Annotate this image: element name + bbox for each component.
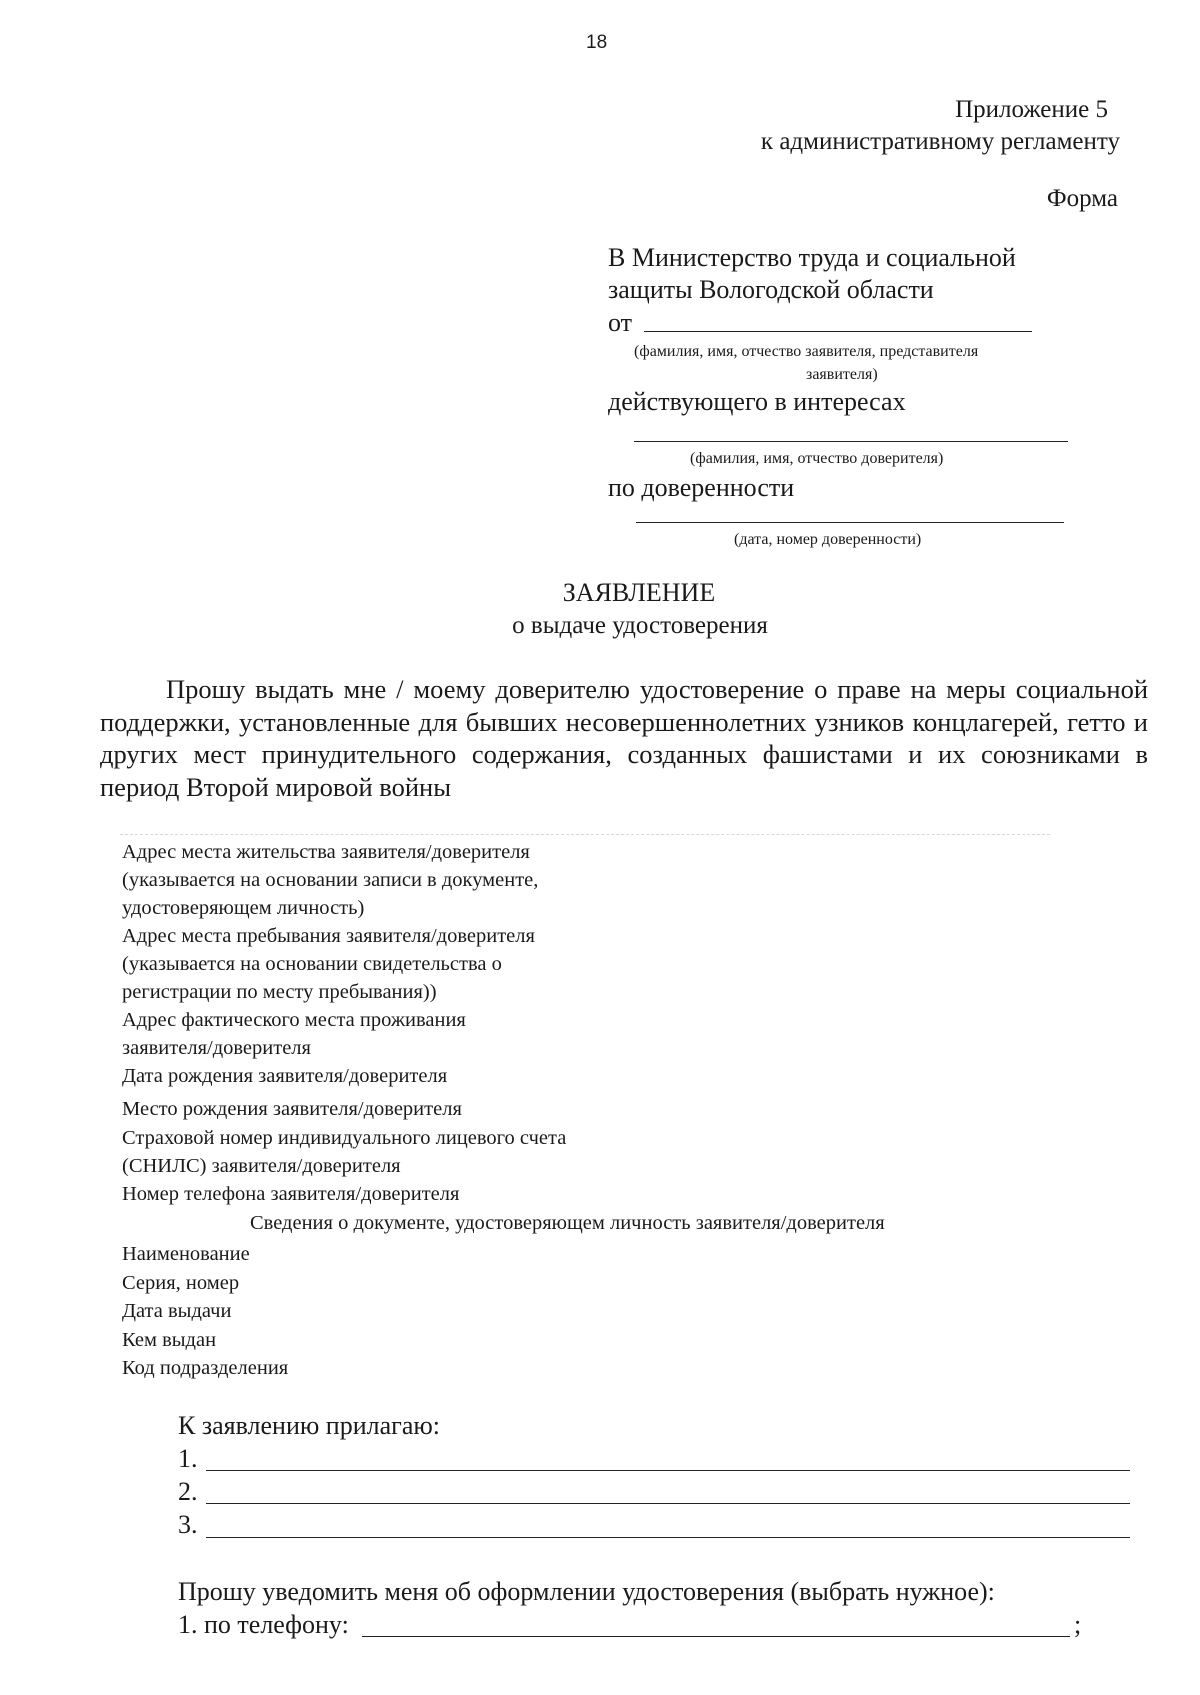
attachment-2-number: 2. <box>178 1477 198 1506</box>
attachment-3-line[interactable] <box>206 1537 1130 1538</box>
principal-hint: (фамилия, имя, отчество доверителя) <box>690 450 944 467</box>
notify-by-phone-label: 1. по телефону: <box>178 1610 349 1639</box>
attachment-1-line[interactable] <box>206 1470 1130 1471</box>
acting-label: действующего в интересах <box>608 387 906 416</box>
proxy-hint: (дата, номер доверенности) <box>734 531 922 548</box>
page-number: 18 <box>586 32 608 53</box>
attachment-3-number: 3. <box>178 1510 198 1539</box>
principal-name-line <box>634 441 1068 442</box>
regulation-reference: к административному регламенту <box>760 128 1120 155</box>
applicant-hint: (фамилия, имя, отчество заявителя, представителя <box>634 343 979 360</box>
document-title: ЗАЯВЛЕНИЕ <box>562 578 716 607</box>
applicant-hint-cont: заявителя) <box>806 366 878 383</box>
doc-name-label: Наименование <box>122 1243 250 1265</box>
issued-by-label: Кем выдан <box>122 1329 217 1351</box>
from-label: от <box>608 308 633 337</box>
addressee-line2: защиты Вологодской области <box>608 275 934 304</box>
phone-label: Номер телефона заявителя/доверителя <box>122 1183 460 1205</box>
addressee-line1: В Министерство труда и социальной <box>608 243 1016 272</box>
issue-date-label: Дата выдачи <box>122 1300 232 1322</box>
series-number-label: Серия, номер <box>122 1272 240 1294</box>
appendix-number: Приложение 5 <box>955 96 1108 123</box>
residence-address-label: Адрес места жительства заявителя/доверителя (указывается на основании записи в документе, удостоверяющем личность) <box>122 841 539 919</box>
birth-place-label: Место рождения заявителя/доверителя <box>122 1098 462 1120</box>
notification-label: Прошу уведомить меня об оформлении удостоверения (выбрать нужное): <box>178 1577 995 1606</box>
division-code-label: Код подразделения <box>122 1357 289 1379</box>
attachment-2-line[interactable] <box>206 1503 1130 1504</box>
document-subtitle: о выдаче удостоверения <box>512 612 768 639</box>
table-top-rule <box>120 834 1050 835</box>
notify-phone-end: ; <box>1074 1610 1082 1639</box>
attachment-1-number: 1. <box>178 1444 198 1473</box>
id-document-heading: Сведения о документе, удостоверяющем личность заявителя/доверителя <box>250 1212 885 1234</box>
birth-date-label: Дата рождения заявителя/доверителя <box>122 1065 448 1087</box>
form-label: Форма <box>1046 185 1118 212</box>
request-text: Прошу выдать мне / моему доверителю удостоверение о праве на меры социальной поддержки, установленные для бывших несовершеннолетних узников концлагерей, гетто и других мест принудительного содержания, созданных фашистами и их союзниками в период Второй мировой войны <box>100 674 1148 802</box>
attachments-label: К заявлению прилагаю: <box>178 1411 441 1440</box>
snils-label: Страховой номер индивидуального лицевого счета (СНИЛС) заявителя/доверителя <box>122 1127 567 1177</box>
proxy-details-line <box>636 522 1064 523</box>
notify-phone-line[interactable] <box>362 1636 1070 1637</box>
applicant-name-line <box>644 331 1032 332</box>
stay-address-label: Адрес места пребывания заявителя/доверителя (указывается на основании свидетельства о регистрации по месту пребывания)) <box>122 925 535 1003</box>
proxy-label: по доверенности <box>608 473 795 502</box>
actual-address-label: Адрес фактического места проживания заявителя/доверителя <box>122 1009 466 1059</box>
